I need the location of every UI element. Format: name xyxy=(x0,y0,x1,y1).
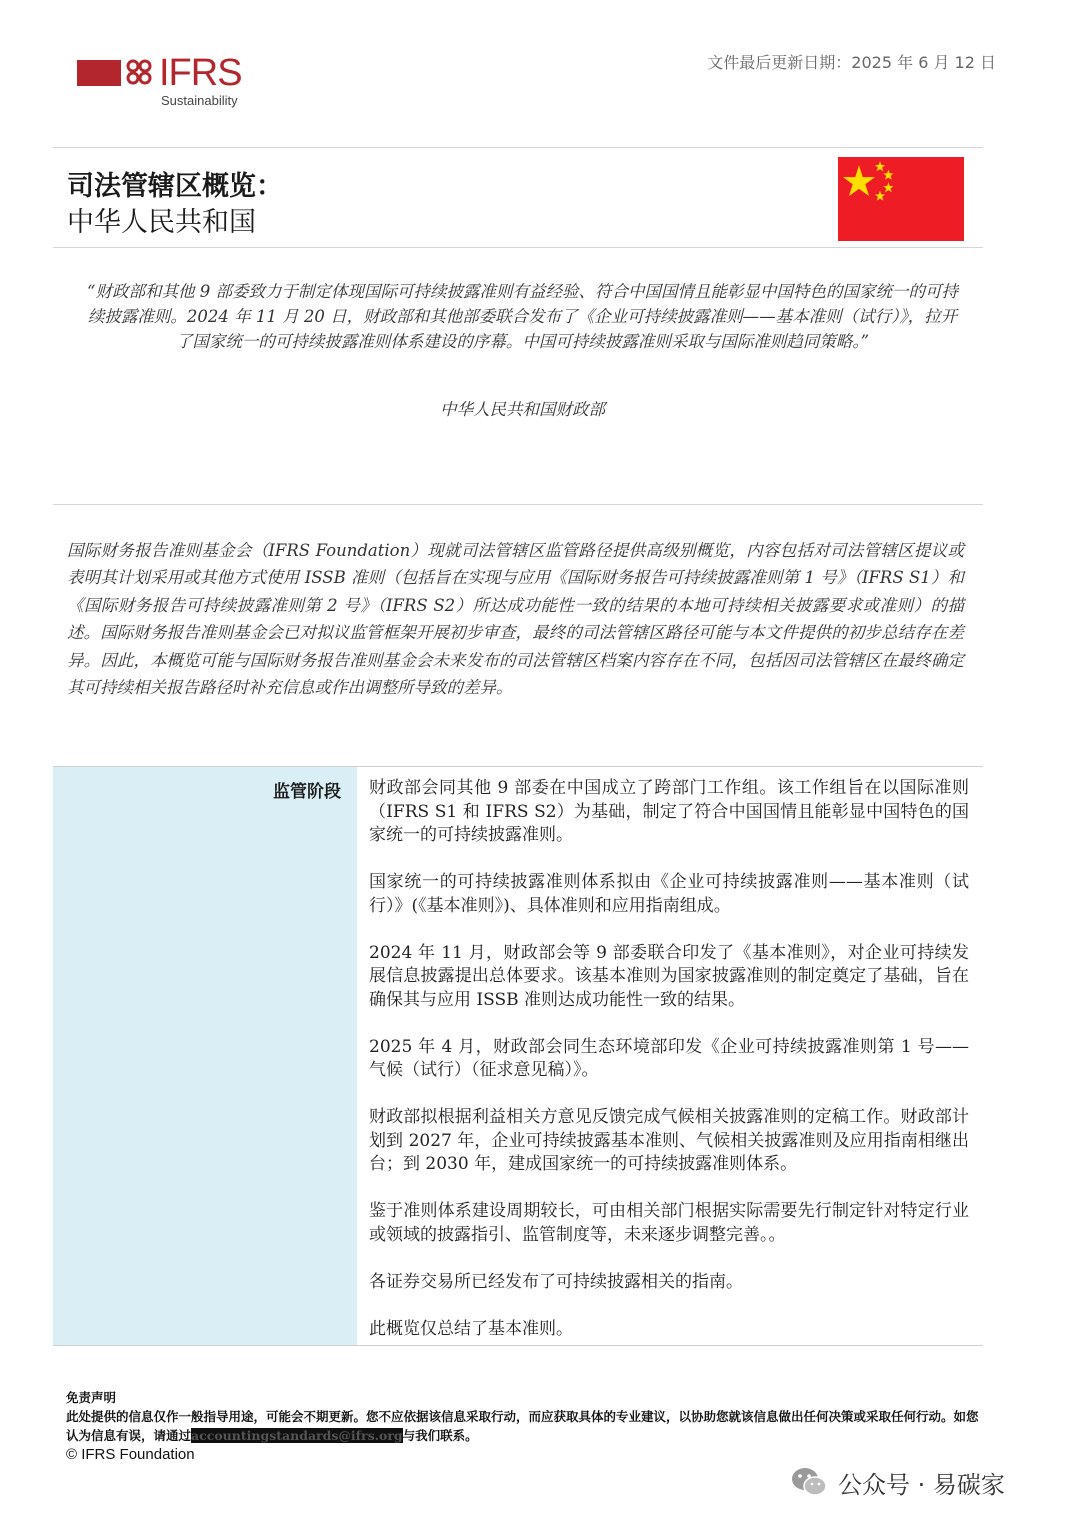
table-content-cell xyxy=(369,777,969,1365)
title-divider xyxy=(53,247,983,248)
disclaimer-body xyxy=(66,1407,986,1445)
stage-paragraph: 鉴于准则体系建设周期较长，可由相关部门根据实际需要先行制定针对特定行业或领域的披露指引、监管制度等，未来逐步调整完善。。 xyxy=(369,1201,969,1245)
logo-subtitle: Sustainability xyxy=(161,93,238,108)
stage-paragraph: 2024 年 11 月，财政部会等 9 部委联合印发了《基本准则》，对企业可持续发展信息披露提出总体要求。该基本准则为国家披露准则的制定奠定了基础，旨在确保其与应用 ISSB 准则达成功能性一致的结果。 xyxy=(369,942,969,1010)
stage-paragraph: 财政部拟根据利益相关方意见反馈完成气候相关披露准则的定稿工作。财政部计划到 2027 年，企业可持续披露基本准则、气候相关披露准则及应用指南相继出台；到 2030 年，建成国家统一的可持续披露准则体系。 xyxy=(369,1107,969,1174)
stage-paragraph: 此概览仅总结了基本准则。 xyxy=(369,1318,573,1339)
china-flag-icon xyxy=(837,157,965,241)
quote-source: 中华人民共和国财政部 xyxy=(440,400,605,419)
ifrs-logo xyxy=(77,52,247,108)
disclaimer-title: 免责声明 xyxy=(66,1390,117,1405)
page-subtitle: 中华人民共和国 xyxy=(67,207,256,238)
quote-divider xyxy=(53,504,983,505)
disclaimer-text: 此处提供的信息仅作一般指导用途，可能会不期更新。您不应依据该信息采取行动，而应获取具体的专业建议，以协助您就该信息做出任何决策或采取任何行动。如您认为信息有误，请通过 xyxy=(66,1409,979,1443)
ministry-quote: “财政部和其他 9 部委致力于制定体现国际可持续披露准则有益经验、符合中国国情且能彰显中国特色的国家统一的可持续披露准则。2024 年 11 月 20 日，财政部和其他部委联合发布了《企业可持续披露准则——基本准则（试行）》，拉开了国家统一的可持续披露准则体系建设的序幕。中国可持续披露准则采取与国际准则趋同策略。” xyxy=(87,282,958,351)
page-title: 司法管辖区概览： xyxy=(67,171,283,202)
stage-paragraph: 各证券交易所已经发布了可持续披露相关的指南。 xyxy=(369,1271,743,1292)
last-updated-date: 文件最后更新日期：2025 年 6 月 12 日 xyxy=(707,53,996,72)
ifrs-flower-icon xyxy=(121,56,157,90)
top-divider xyxy=(53,147,983,148)
copyright: © IFRS Foundation xyxy=(66,1446,195,1463)
disclaimer-text-end: 与我们联系。 xyxy=(402,1428,478,1443)
stage-paragraph: 财政部会同其他 9 部委在中国成立了跨部门工作组。该工作组旨在以国际准则（IFRS S1 和 IFRS S2）为基础，制定了符合中国国情且能彰显中国特色的国家统一的可持续披露准则。 xyxy=(369,778,969,845)
stage-paragraph: 2025 年 4 月，财政部会同生态环境部印发《企业可持续披露准则第 1 号——气候（试行）（征求意见稿）》。 xyxy=(369,1036,969,1080)
disclaimer xyxy=(66,1389,986,1465)
intro-paragraph: 国际财务报告准则基金会（IFRS Foundation）现就司法管辖区监管路径提供高级别概览，内容包括对司法管辖区提议或表明其计划采用或其他方式使用 ISSB 准则（包括旨在实现与应用《国际财务报告可持续披露准则第 1 号》（IFRS S1）和《国际财务报告可持续披露准则第 2 号》（IFRS S2）所达成功能性一致的结果的本地可持续相关披露要求或准则）的描述。国际财务报告准则基金会已对拟议监管框架开展初步审查，最终的司法管辖区路径可能与本文件提供的初步总结存在差异。因此，本概览可能与国际财务报告准则基金会未来发布的司法管辖区档案内容存在不同，包括因司法管辖区在最终确定其可持续相关报告路径时补充信息或作出调整所导致的差异。 xyxy=(67,541,964,698)
regulatory-stage-label: 监管阶段 xyxy=(273,782,341,802)
logo-red-bar xyxy=(77,60,121,86)
table-label-cell xyxy=(53,767,357,1345)
contact-email-link[interactable]: accountingstandards@ifrs.org xyxy=(191,1428,403,1443)
regulatory-stage-table xyxy=(53,766,983,1346)
logo-wordmark: IFRS xyxy=(159,52,242,94)
wechat-icon xyxy=(790,1465,828,1499)
watermark-text: 公众号 · 易碳家 xyxy=(838,1470,1005,1499)
wechat-watermark xyxy=(790,1462,1005,1502)
stage-paragraph: 国家统一的可持续披露准则体系拟由《企业可持续披露准则——基本准则（试行）》(《基本准则》)、具体准则和应用指南组成。 xyxy=(369,872,969,916)
